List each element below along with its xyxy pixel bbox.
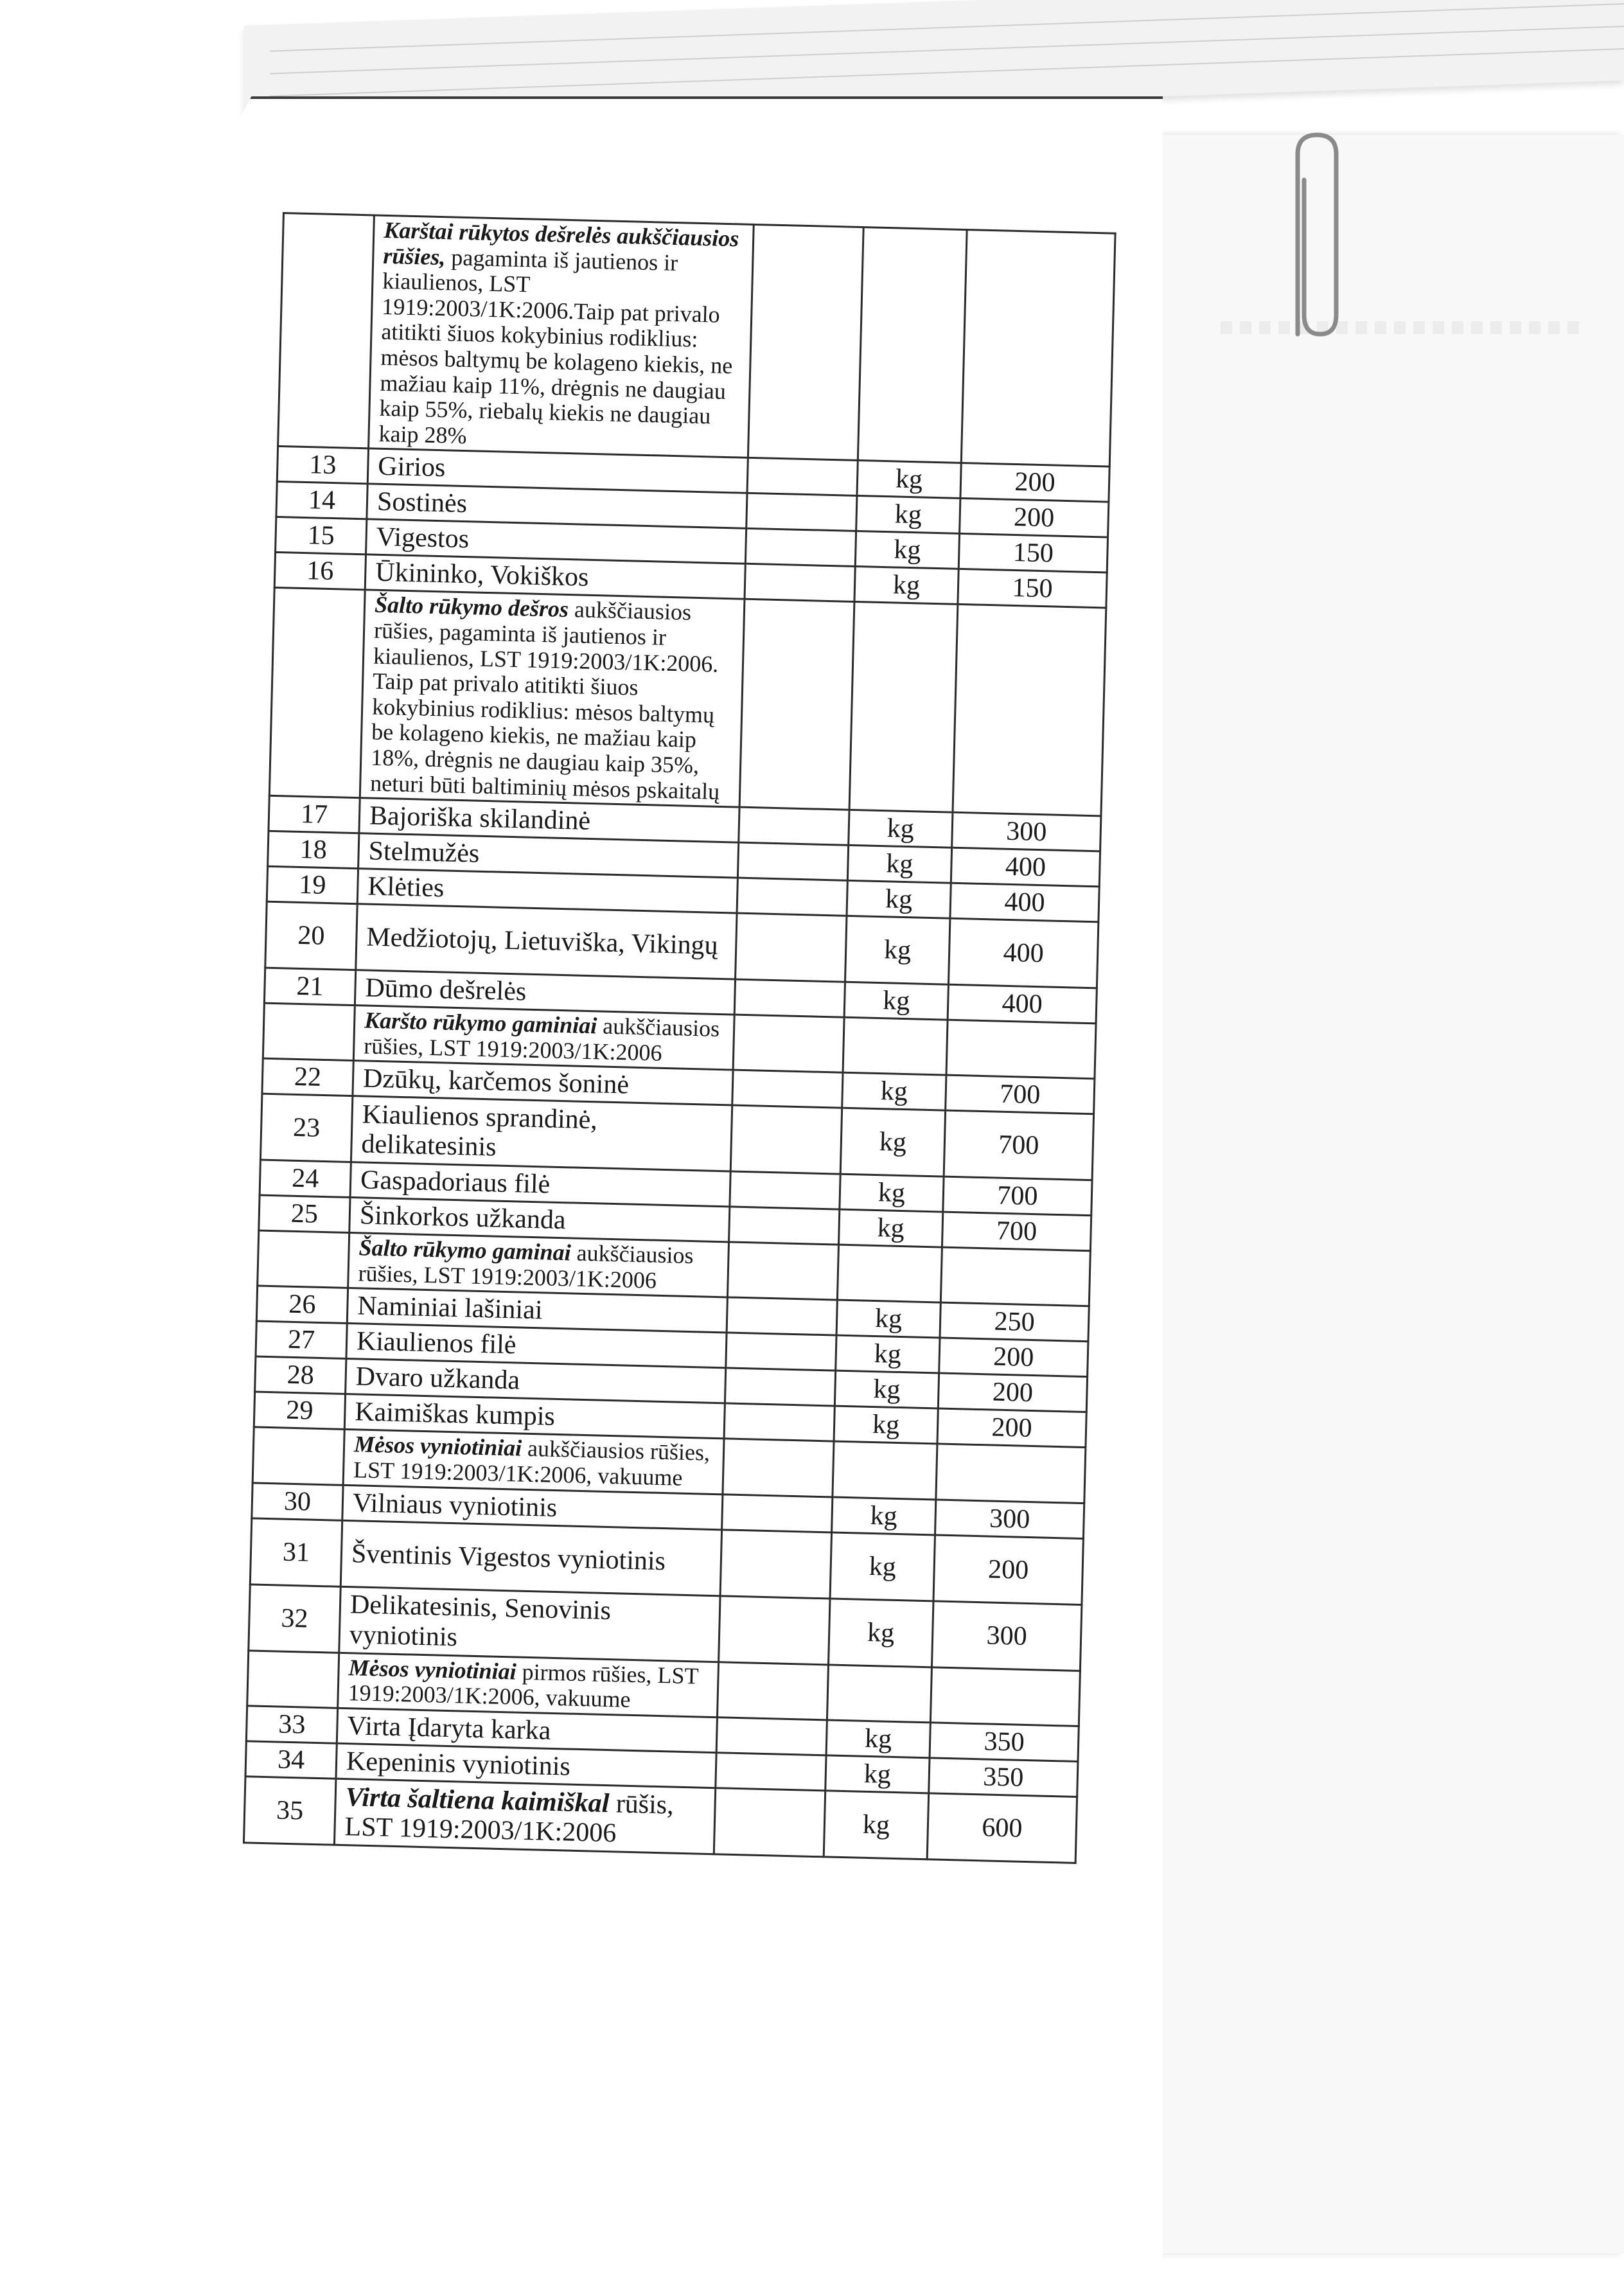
section-desc: pirmos rūšies, LST 1919:2003/1K:2006, vakuume: [348, 1658, 699, 1713]
product-table: [243, 212, 1116, 1864]
item-unit: kg: [834, 1371, 939, 1409]
section-number-cell: [247, 1651, 339, 1709]
empty-cell: [739, 807, 849, 845]
unit-cell: [837, 1245, 942, 1302]
item-number: 33: [246, 1706, 337, 1743]
item-number: 26: [256, 1286, 348, 1324]
item-name: Klėties: [357, 869, 737, 913]
item-number: 28: [255, 1356, 346, 1394]
item-name: Vilniaus vyniotinis: [342, 1485, 723, 1529]
item-number: 22: [262, 1058, 353, 1096]
item-number: 29: [254, 1392, 345, 1429]
section-desc: pagaminta iš jautienos ir kiaulienos, LST 1919:2003/1K:2006.Taip pat privalo atitikti šiuos kokybinius rodiklius: mėsos baltymų be kolageno kiekis, ne mažiau kaip 11%, drėgnis ne daugiau kaip 55%, riebalų kiekis ne daugiau kaip 28%: [378, 244, 733, 448]
section-desc: aukščiausios rūšies, pagaminta iš jautienos ir kiaulienos, LST 1919:2003/1K:2006. Taip pat privalo atitikti šiuos kokybinius rodiklius: mėsos baltymų be kolageno kiekis, ne mažiau kaip 18%, drėgnis ne daugiau kaip 35%, neturi būti baltiminių mėsos pskaitalų: [369, 596, 720, 804]
section-description-cell: [348, 1233, 729, 1298]
item-unit: kg: [829, 1599, 933, 1667]
item-unit: kg: [845, 916, 949, 984]
item-quantity: 200: [933, 1535, 1083, 1605]
item-name: Sostinės: [367, 484, 747, 528]
section-number-cell: [252, 1427, 344, 1485]
item-quantity: 700: [943, 1176, 1092, 1216]
item-quantity: 600: [927, 1793, 1077, 1863]
item-quantity: 300: [935, 1500, 1084, 1539]
unit-cell: [827, 1665, 931, 1723]
empty-cell: [746, 493, 857, 531]
item-name: Delikatesinis, Senovinis vyniotinis: [339, 1586, 720, 1662]
item-number: 23: [260, 1094, 352, 1162]
paperclip-icon: [1278, 129, 1355, 347]
item-unit: kg: [840, 1108, 945, 1176]
item-unit: kg: [836, 1336, 940, 1374]
section-desc: aukščiausios rūšies, LST 1919:2003/1K:2006, vakuume: [353, 1435, 710, 1491]
item-name: Ūkininko, Vokiškos: [365, 555, 745, 599]
item-quantity: 250: [940, 1303, 1089, 1342]
section-title: Karštai rūkytos dešrelės aukščiausios rūšies,: [382, 217, 739, 270]
item-quantity: 200: [938, 1373, 1087, 1412]
empty-cell: [727, 1297, 837, 1335]
item-number: 13: [277, 447, 368, 484]
section-number-cell: [269, 588, 365, 798]
item-unit: kg: [854, 567, 958, 605]
empty-cell: [732, 1070, 843, 1108]
item-unit: kg: [856, 496, 960, 534]
item-quantity: 350: [929, 1758, 1078, 1797]
item-unit: kg: [834, 1407, 938, 1444]
empty-cell: [722, 1494, 833, 1532]
item-unit: kg: [824, 1791, 928, 1859]
empty-cell: [737, 842, 848, 880]
item-quantity: 700: [946, 1075, 1095, 1114]
section-description-cell: [343, 1430, 724, 1495]
unit-cell: [858, 227, 967, 463]
item-number: 35: [243, 1777, 335, 1845]
item-quantity: 200: [939, 1338, 1088, 1377]
unit-cell: [833, 1442, 937, 1500]
item-quantity: 150: [958, 534, 1108, 573]
table-body: [243, 213, 1115, 1863]
item-unit: kg: [836, 1300, 940, 1338]
empty-cell: [724, 1403, 834, 1441]
item-number: 20: [265, 901, 357, 970]
empty-cell: [725, 1368, 835, 1406]
empty-cell: [714, 1788, 825, 1857]
unit-cell: [843, 1017, 948, 1075]
item-name: Kepeninis vyniotinis: [336, 1743, 716, 1788]
item-number: 25: [259, 1195, 350, 1232]
section-title: Karšto rūkymo gaminiai: [364, 1007, 597, 1039]
qty-cell: [953, 605, 1106, 816]
item-quantity: 200: [960, 499, 1109, 538]
empty-cell: [739, 599, 854, 810]
item-number: 27: [256, 1321, 347, 1358]
empty-cell: [716, 1717, 827, 1755]
stack-edge: [270, 48, 1624, 97]
item-unit: kg: [832, 1497, 936, 1535]
item-name: Šinkorkos užkanda: [349, 1198, 730, 1242]
item-number: 15: [276, 517, 367, 555]
qty-cell: [940, 1247, 1090, 1306]
section-desc: aukščiausios rūšies, LST 1919:2003/1K:2006: [363, 1013, 720, 1066]
empty-cell: [730, 1171, 840, 1209]
item-name: Medžiotojų, Lietuviška, Vikingų: [356, 904, 737, 979]
item-unit: kg: [830, 1532, 935, 1601]
item-number: 19: [267, 866, 358, 903]
qty-cell: [946, 1020, 1096, 1079]
item-quantity: 700: [944, 1110, 1093, 1180]
item-quantity: 400: [950, 883, 1099, 922]
item-quantity: 400: [951, 848, 1100, 887]
item-quantity: 700: [942, 1212, 1091, 1251]
qty-cell: [930, 1667, 1080, 1726]
section-title: Šalto rūkymo gaminai: [358, 1234, 572, 1266]
section-number-cell: [258, 1230, 349, 1288]
item-desc: rūšis, LST 1919:2003/1K:2006: [344, 1789, 675, 1849]
item-name: Dūmo dešrelės: [355, 970, 735, 1015]
section-desc: aukščiausios rūšies, LST 1919:2003/1K:2006: [358, 1239, 694, 1293]
section-title: Mėsos vyniotiniai: [353, 1431, 522, 1462]
item-unit: kg: [849, 810, 953, 848]
item-number: 30: [252, 1483, 343, 1520]
item-unit: kg: [840, 1174, 944, 1212]
item-unit: kg: [857, 461, 961, 499]
section-header-row: [278, 213, 1115, 467]
section-number-cell: [278, 213, 375, 449]
item-name: [334, 1779, 715, 1854]
empty-cell: [716, 1753, 826, 1791]
section-description-cell: [369, 215, 754, 458]
item-name: Dvaro užkanda: [346, 1359, 726, 1403]
empty-cell: [748, 224, 863, 460]
item-quantity: 200: [937, 1408, 1086, 1448]
empty-cell: [730, 1105, 842, 1174]
item-unit: kg: [842, 1072, 946, 1110]
empty-cell: [726, 1333, 836, 1371]
empty-cell: [733, 1015, 844, 1072]
item-name: Kiaulienos filė: [346, 1324, 727, 1368]
item-unit: kg: [826, 1720, 930, 1758]
section-description-cell: [338, 1653, 719, 1717]
section-title: Mėsos vyniotiniai: [348, 1654, 517, 1685]
item-quantity: 300: [952, 812, 1101, 851]
empty-cell: [734, 979, 845, 1017]
item-title: Virta šaltiena kaimiškal: [345, 1782, 610, 1818]
unit-cell: [849, 602, 958, 813]
item-quantity: 400: [948, 984, 1097, 1024]
empty-cell: [717, 1662, 828, 1719]
item-name: Virta Įdaryta karka: [337, 1708, 717, 1752]
item-number: 34: [245, 1741, 337, 1779]
item-quantity: 350: [930, 1723, 1079, 1762]
item-number: 32: [249, 1584, 340, 1653]
item-unit: kg: [847, 880, 951, 918]
item-name: Stelmužės: [358, 833, 739, 878]
item-name: Bajoriška skilandinė: [359, 798, 739, 842]
empty-cell: [719, 1595, 830, 1664]
qty-cell: [961, 230, 1115, 467]
item-number: 14: [276, 482, 367, 519]
empty-cell: [736, 913, 847, 982]
section-header-row: [269, 588, 1106, 816]
underlying-page: [1131, 135, 1624, 2253]
stack-edge: [270, 26, 1624, 75]
item-number: 21: [264, 968, 355, 1005]
item-quantity: 400: [948, 918, 1098, 988]
empty-cell: [720, 1529, 831, 1598]
section-title: Šalto rūkymo dešros: [374, 592, 569, 623]
item-quantity: 300: [931, 1601, 1081, 1671]
section-description-cell: [353, 1006, 734, 1070]
item-name: Gaspadoriaus filė: [350, 1162, 730, 1207]
empty-cell: [723, 1439, 834, 1496]
item-number: 18: [268, 831, 359, 868]
empty-cell: [747, 458, 858, 496]
item-name: Naminiai lašiniai: [347, 1288, 727, 1333]
item-name: Dzūkų, karčemos šoninė: [353, 1061, 733, 1105]
qty-cell: [936, 1444, 1086, 1503]
bleed-through-text: [1221, 321, 1580, 334]
item-quantity: 200: [960, 463, 1109, 502]
item-name: Šventinis Vigestos vyniotinis: [340, 1520, 721, 1595]
section-description-cell: [360, 590, 745, 807]
item-name: Vigestos: [366, 519, 746, 564]
item-number: 31: [250, 1518, 342, 1586]
stack-edge: [270, 3, 1624, 52]
empty-cell: [727, 1242, 838, 1300]
item-number: 24: [260, 1160, 351, 1197]
item-unit: kg: [855, 531, 959, 569]
empty-cell: [729, 1207, 840, 1245]
section-number-cell: [263, 1003, 355, 1061]
empty-cell: [737, 878, 847, 916]
empty-cell: [745, 564, 855, 602]
page-top-edge: [244, 96, 1163, 99]
item-number: 17: [269, 795, 360, 833]
item-number: 16: [274, 553, 366, 590]
item-name: Kiaulienos sprandinė, delikatesinis: [351, 1096, 732, 1171]
empty-cell: [745, 529, 856, 567]
item-unit: kg: [838, 1209, 942, 1247]
item-quantity: 150: [958, 569, 1107, 608]
item-unit: kg: [847, 845, 951, 883]
item-unit: kg: [844, 982, 948, 1020]
item-name: Kaimiškas kumpis: [344, 1394, 725, 1439]
item-name: Girios: [367, 448, 748, 493]
item-unit: kg: [825, 1755, 930, 1793]
